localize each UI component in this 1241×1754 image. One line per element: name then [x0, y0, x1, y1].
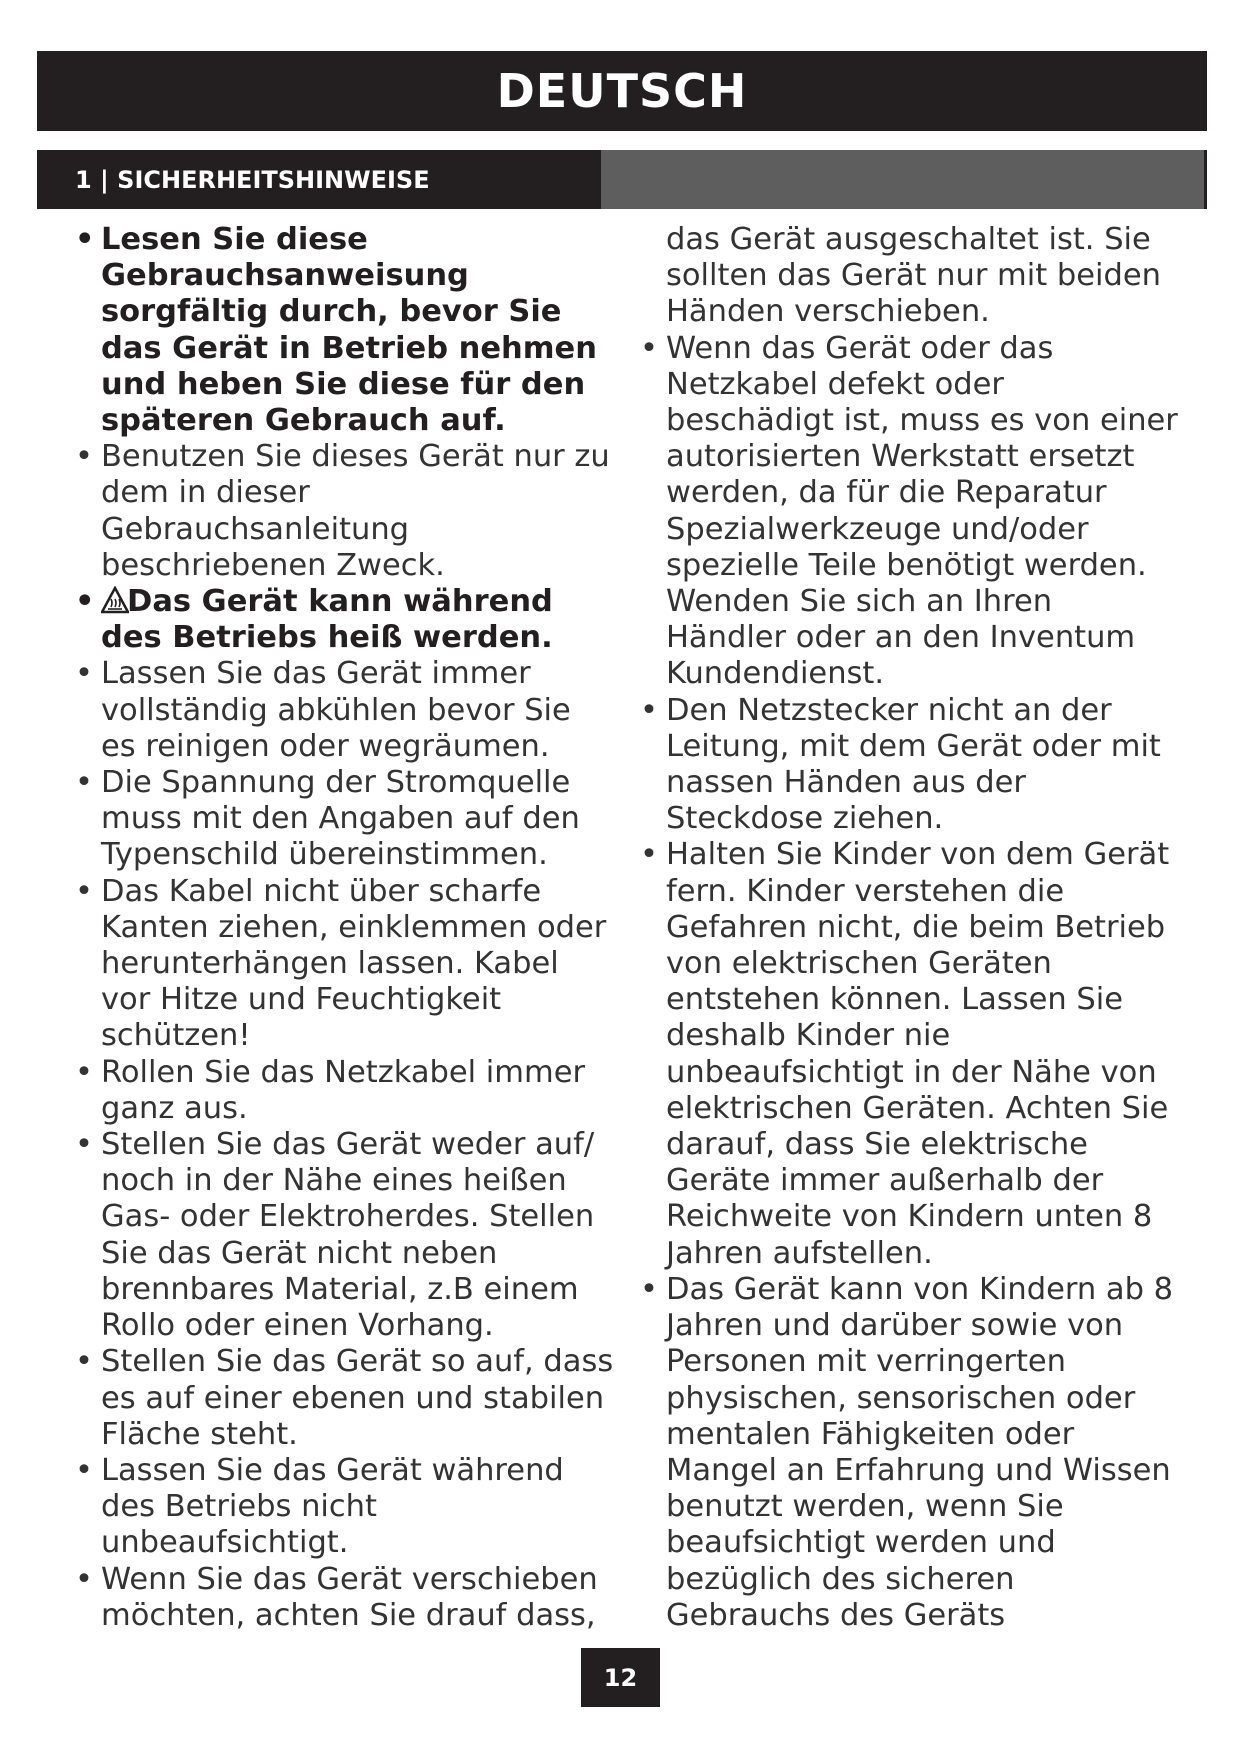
list-item-text: Das Kabel nicht über scharfe Kanten ziehen, einklemmen oder herunterhängen lassen. Kabel vor Hitze und Feuchtigkeit schützen!	[101, 873, 607, 1054]
list-item	[75, 1127, 615, 1344]
list-item-text: Lesen Sie diese Gebrauchsanweisung sorgfältig durch, bevor Sie das Gerät in Betrieb nehmen und heben Sie diese für den späteren Gebrauch auf.	[101, 222, 597, 439]
right-column	[640, 222, 1180, 1634]
list-item	[75, 222, 615, 439]
list-item	[640, 693, 1180, 838]
list-item-text: Benutzen Sie dieses Gerät nur zu dem in dieser Gebrauchsanleitung beschriebenen Zweck.	[101, 439, 610, 583]
list-item	[75, 584, 615, 656]
section-title-box	[37, 150, 601, 209]
list-item-text: Halten Sie Kinder von dem Gerät fern. Kinder verstehen die Gefahren nicht, die beim Betrieb von elektrischen Geräten entstehen können. Lassen Sie deshalb Kinder nie unbeaufsichtigt in der Nähe von elektrischen Geräten. Achten Sie darauf, dass Sie elektrische Geräte immer außerhalb der Reichweite von Kindern unten 8 Jahren aufstellen.	[666, 837, 1170, 1271]
list-item-text: Stellen Sie das Gerät weder auf/ noch in der Nähe eines heißen Gas- oder Elektroherdes. Stellen Sie das Gerät nicht neben brennbares Material, z.B einem Rollo oder einen Vorhang.	[101, 1127, 595, 1344]
list-item-text: Lassen Sie das Gerät immer vollständig abkühlen bevor Sie es reinigen oder wegräumen.	[101, 656, 571, 764]
list-item	[75, 874, 615, 1055]
page-number-box	[581, 1648, 660, 1707]
language-title: DEUTSCH	[496, 64, 748, 118]
list-item-text: das Gerät ausgeschaltet ist. Sie sollten das Gerät nur mit beiden Händen verschieben.	[666, 222, 1161, 330]
list-item	[75, 1562, 615, 1634]
hot-surface-warning-icon	[101, 586, 129, 614]
list-item	[75, 656, 615, 765]
list-item-text: Rollen Sie das Netzkabel immer ganz aus.	[101, 1054, 586, 1126]
list-item-text: Den Netzstecker nicht an der Leitung, mit dem Gerät oder mit nassen Händen aus der Steckdose ziehen.	[666, 692, 1161, 837]
list-item	[75, 439, 615, 584]
list-item-text: Wenn Sie das Gerät verschieben möchten, achten Sie drauf dass,	[101, 1561, 598, 1633]
list-item	[640, 837, 1180, 1271]
left-column	[75, 222, 615, 1634]
section-title: 1 | SICHERHEITSHINWEISE	[75, 165, 430, 194]
section-header-bar	[37, 150, 1207, 209]
language-header-bar	[37, 51, 1207, 131]
page-number: 12	[603, 1663, 638, 1692]
list-item-text: Das Gerät kann während des Betriebs heiß werden.	[101, 584, 553, 656]
list-item	[75, 1055, 615, 1127]
list-item-text: Die Spannung der Stromquelle muss mit den Angaben auf den Typenschild übereinstimmen.	[101, 765, 580, 873]
section-bar-accent	[601, 150, 1207, 209]
list-item-text: Stellen Sie das Gerät so auf, dass es auf einer ebenen und stabilen Fläche steht.	[101, 1344, 614, 1452]
list-item	[640, 1272, 1180, 1634]
list-item	[640, 331, 1180, 693]
list-item-continuation	[640, 222, 1180, 331]
list-item	[75, 1453, 615, 1562]
list-item-text: Lassen Sie das Gerät während des Betriebs nicht unbeaufsichtigt.	[101, 1452, 564, 1561]
list-item-text: Wenn das Gerät oder das Netzkabel defekt oder beschädigt ist, muss es von einer autorisierten Werkstatt ersetzt werden, da für die Reparatur Spezialwerkzeuge und/oder spezielle Teile benötigt werden. Wenden Sie sich an Ihren Händler oder an den Inventum Kundendienst.	[666, 330, 1178, 692]
list-item	[75, 765, 615, 874]
list-item-text: Das Gerät kann von Kindern ab 8 Jahren und darüber sowie von Personen mit verringerten physischen, sensorischen oder mentalen Fähigkeiten oder Mangel an Erfahrung und Wissen benutzt werden, wenn Sie beaufsichtigt werden und bezüglich des sicheren Gebrauchs des Geräts	[666, 1271, 1174, 1633]
list-item	[75, 1344, 615, 1453]
